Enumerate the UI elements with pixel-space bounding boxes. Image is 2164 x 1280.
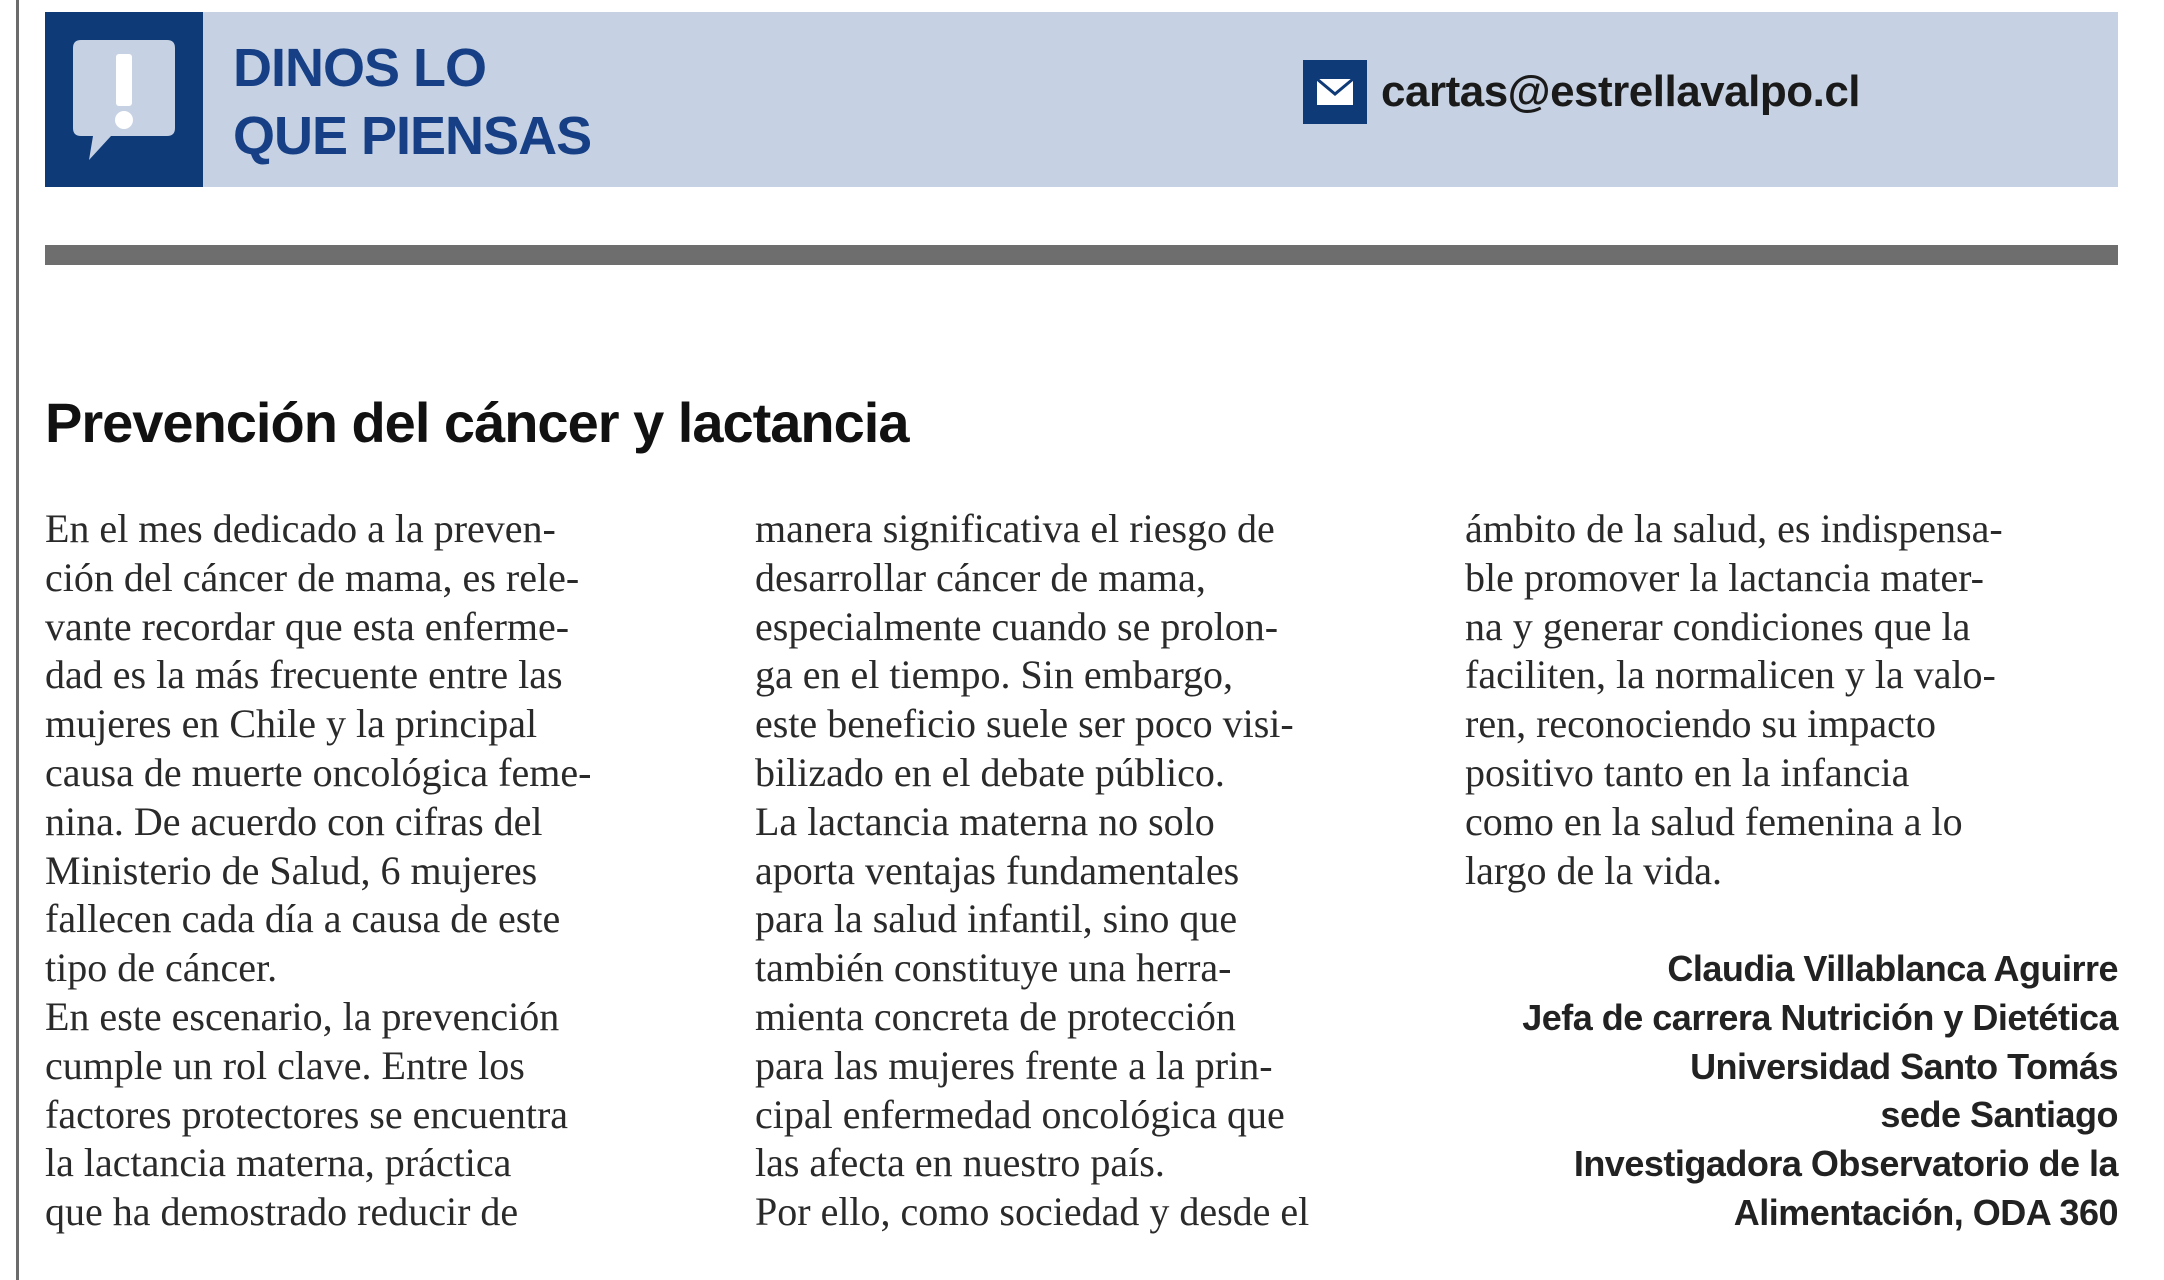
section-title-line2: QUE PIENSAS <box>233 106 592 166</box>
text-line: ga en el tiempo. Sin embargo, <box>755 652 1234 698</box>
text-line: largo de la vida. <box>1465 847 1722 893</box>
text-line: En el mes dedicado a la preven- <box>45 506 556 551</box>
text-line: La lactancia materna no solo <box>755 798 1215 844</box>
text-line: que ha demostrado reducir de <box>45 1189 519 1235</box>
text-line: tipo de cáncer. <box>45 945 278 991</box>
email-contact[interactable] <box>1303 60 1860 124</box>
author-affiliation-line2: Alimentación, ODA 360 <box>1733 1191 2118 1233</box>
text-line: desarrollar cáncer de mama, <box>755 554 1206 600</box>
article-column-1 <box>45 505 725 1237</box>
section-title <box>233 34 591 170</box>
text-line: factores protectores se encuentra <box>45 1091 569 1137</box>
author-institution: Universidad Santo Tomás <box>1690 1045 2118 1087</box>
author-name: Claudia Villablanca Aguirre <box>1667 948 2118 989</box>
text-line: para las mujeres frente a la prin- <box>755 1042 1273 1088</box>
text-line: causa de muerte oncológica feme- <box>45 749 592 795</box>
author-affiliation-line1: Investigadora Observatorio de la <box>1573 1143 2118 1185</box>
text-line: dad es la más frecuente entre las <box>45 652 563 698</box>
page-edge-rule <box>16 0 19 1280</box>
author-signature <box>1522 945 2118 1238</box>
envelope-icon <box>1303 60 1367 124</box>
text-line: mujeres en Chile y la principal <box>45 701 538 747</box>
text-line: especialmente cuando se prolon- <box>755 603 1279 649</box>
text-line: ren, reconociendo su impacto <box>1465 701 1936 747</box>
divider-bar <box>45 245 2118 265</box>
section-badge <box>45 12 203 187</box>
text-line: vante recordar que esta enferme- <box>45 603 570 649</box>
text-line: En este escenario, la prevención <box>45 993 560 1039</box>
text-line: fallecen cada día a causa de este <box>45 896 561 942</box>
text-line: positivo tanto en la infancia <box>1465 749 1910 795</box>
text-line: cumple un rol clave. Entre los <box>45 1042 525 1088</box>
exclamation-speech-bubble-icon <box>67 32 181 166</box>
text-line: ble promover la lactancia mater- <box>1465 554 1984 600</box>
text-line: aporta ventajas fundamentales <box>755 847 1240 893</box>
text-line: ámbito de la salud, es indispensa- <box>1465 506 2003 551</box>
article-column-2 <box>755 505 1435 1237</box>
text-line: Por ello, como sociedad y desde el <box>755 1189 1310 1235</box>
text-line: este beneficio suele ser poco visi- <box>755 701 1294 747</box>
article-headline: Prevención del cáncer y lactancia <box>45 391 909 454</box>
text-line: faciliten, la normalicen y la valo- <box>1465 652 1996 698</box>
text-line: manera significativa el riesgo de <box>755 506 1275 551</box>
text-line: bilizado en el debate público. <box>755 749 1225 795</box>
text-line: ción del cáncer de mama, es rele- <box>45 554 580 600</box>
email-link[interactable]: cartas@estrellavalpo.cl <box>1381 67 1861 116</box>
article-column-3 <box>1465 505 2145 895</box>
text-line: cipal enfermedad oncológica que <box>755 1091 1285 1137</box>
text-line: Ministerio de Salud, 6 mujeres <box>45 847 538 893</box>
text-line: la lactancia materna, práctica <box>45 1140 512 1186</box>
section-header <box>45 12 2118 187</box>
text-line: para la salud infantil, sino que <box>755 896 1238 942</box>
author-campus: sede Santiago <box>1880 1094 2118 1136</box>
text-line: como en la salud femenina a lo <box>1465 798 1963 844</box>
text-line: también constituye una herra- <box>755 945 1232 991</box>
author-role: Jefa de carrera Nutrición y Dietética <box>1522 996 2118 1038</box>
text-line: las afecta en nuestro país. <box>755 1140 1165 1186</box>
text-line: nina. De acuerdo con cifras del <box>45 798 543 844</box>
text-line: mienta concreta de protección <box>755 993 1236 1039</box>
text-line: na y generar condiciones que la <box>1465 603 1971 649</box>
section-title-line1: DINOS LO <box>233 38 487 98</box>
